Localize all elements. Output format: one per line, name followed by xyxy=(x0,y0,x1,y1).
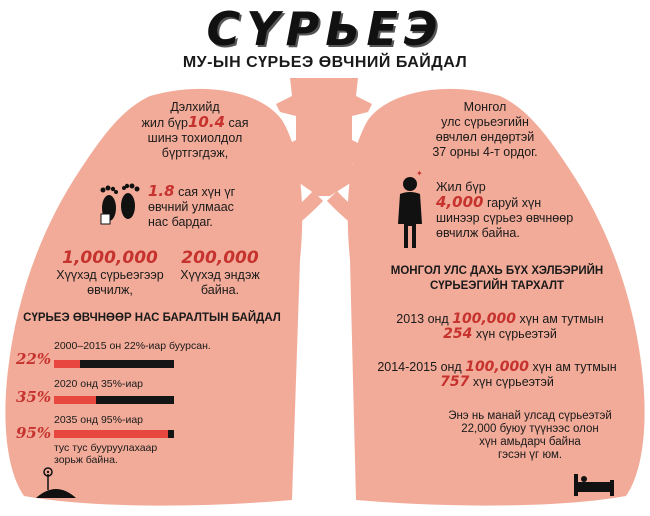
world-stat: Дэлхийд жил бүр10.4 сая шинэ тохиолдол бүртгэгдэж, xyxy=(141,100,249,160)
bed-icon xyxy=(572,470,616,498)
bar-fill xyxy=(54,360,80,368)
stat-2014: 2014-2015 онд 100,000 хүн ам тутмын 757 хүн сүрьеэтэй xyxy=(377,359,617,390)
footprints-icon xyxy=(95,178,145,228)
bar-label: 22% xyxy=(16,350,52,368)
bar-track xyxy=(54,396,174,404)
children-stat: 200,000 Хүүхэд эндэж байна. xyxy=(180,248,260,297)
flower-grave-icon xyxy=(34,466,78,500)
yearly-stat: Жил бүр 4,000 гаруй хүн шинээр сүрьеэ өвчнөөр өвчилж байна. xyxy=(436,180,574,240)
svg-text:✦: ✦ xyxy=(416,169,423,178)
bar-fill xyxy=(54,430,168,438)
closing-text: Энэ нь манай улсад сүрьеэтэй 22,000 буюу түүнээс олон хүн амьдарч байна гэсэн үг юм. xyxy=(448,410,612,461)
bar-caption: 2035 онд 95%-иар xyxy=(54,414,144,426)
bar-caption: 2000–2015 он 22%-иар буурсан. xyxy=(54,340,211,352)
page-subtitle: МУ-ЫН СҮРЬЕЭ ӨВЧНИЙ БАЙДАЛ xyxy=(182,54,468,71)
sick-person-icon xyxy=(392,168,428,250)
bar-label: 35% xyxy=(16,388,52,406)
mongolia-stat: Монгол улс сүрьеэгийн өвчлөл өндөртэй 37 орны 4-т ордог. xyxy=(432,100,538,159)
spread-title: МОНГОЛ УЛС ДАХЬ БҮХ ХЭЛБЭРИЙН СҮРЬЕЭГИЙН ТАРХАЛТ xyxy=(390,265,604,292)
decline-title: СҮРЬЕЭ ӨВЧНӨӨР НАС БАРАЛТЫН БАЙДАЛ xyxy=(23,312,281,324)
bar-label: 95% xyxy=(16,424,52,442)
bar-caption: 2020 онд 35%-иар xyxy=(54,378,144,390)
stat-2013: 2013 онд 100,000 хүн ам тутмын 254 хүн сүрьеэтэй xyxy=(396,311,604,342)
bar-track xyxy=(54,360,174,368)
page-title: СҮРЬЕЭ xyxy=(206,2,444,56)
adults-stat: 1,000,000 Хүүхэд сүрьеэгээр өвчилж, xyxy=(56,248,164,297)
deaths-stat: 1.8 сая хүн үг өвчний улмаас нас бардаг. xyxy=(148,182,236,229)
goal-text: тус тус бууруулахаар зорьж байна. xyxy=(54,442,158,466)
bar-track xyxy=(54,430,174,438)
bar-fill xyxy=(54,396,96,404)
